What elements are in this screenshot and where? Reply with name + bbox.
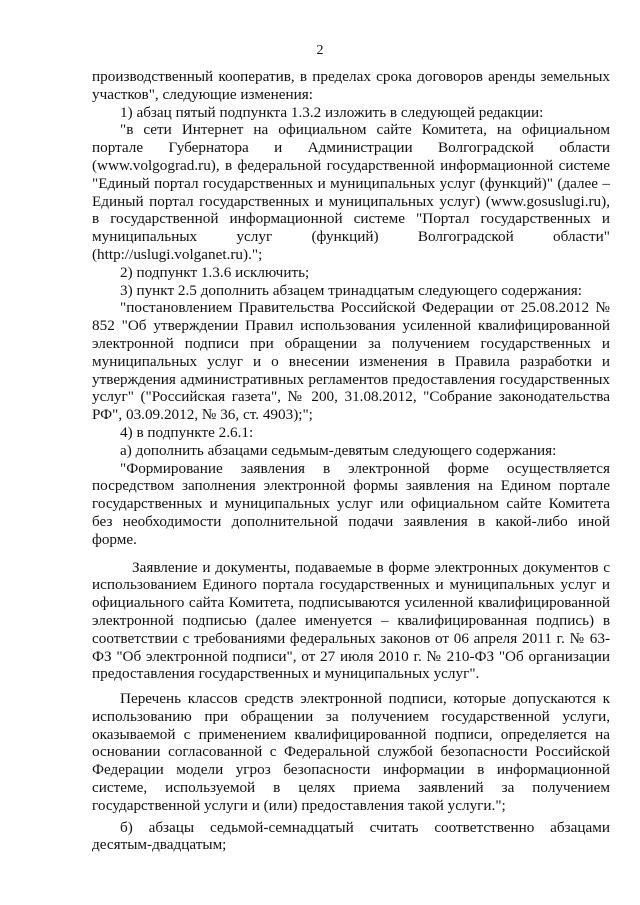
paragraph-subitem-b: б) абзацы седьмой-семнадцатый считать соответственно абзацами десятым-двадцатым; (92, 818, 610, 854)
paragraph-subitem-a: а) дополнить абзацами седьмым-девятым следующего содержания: (120, 441, 557, 459)
document-body (92, 68, 610, 854)
paragraph-documents-signature: Заявление и документы, подаваемые в форме электронных документов с использованием Единого портала государственных и муниципальных услуг и официального сайта Комитета, подписываются усиленной квалифицированной электронной подписью (далее именуется – квалифицированная подпись) в соответствии с требованиями федеральных законов от 06 апреля 2011 г. № 63-ФЗ "Об электронной подписи", от 27 июля 2010 г. № 210-ФЗ "Об организации предоставления государственных и муниципальных услуг". (92, 558, 610, 683)
paragraph-continuation: производственный кооператив, в пределах срока договоров аренды земельных участков", следующие изменения: (92, 68, 610, 103)
paragraph-item-4: 4) в подпункте 2.6.1: (120, 423, 254, 441)
paragraph-quote-application: "Формирование заявления в электронной форме осуществляется посредством заполнения электронной формы заявления на Едином портале государственных и муниципальных услуг или официальном сайте Комитета без необходимости дополнительной подачи заявления в какой-либо иной форме. (92, 459, 610, 548)
paragraph-quote-internet: "в сети Интернет на официальном сайте Комитета, на официальном портале Губернатора и Администрации Волгоградской области (www.volgograd.ru), в федеральной государственной информационной системе "Единый портал государственных и муниципальных услуг (функций)" (далее – Единый портал государственных и муниципальных услуг) (www.gosuslugi.ru), в государственной информационной системе "Портал государственных и муниципальных услуг (функций) Волгоградской области" (http://uslugi.volganet.ru)."; (92, 121, 610, 263)
paragraph-item-2: 2) подпункт 1.3.6 исключить; (120, 263, 310, 281)
paragraph-item-1: 1) абзац пятый подпункта 1.3.2 изложить в следующей редакции: (120, 103, 544, 121)
paragraph-signature-classes: Перечень классов средств электронной подписи, которые допускаются к использованию при обращении за получением государственной услуги, оказываемой с применением квалифицированной подписи, определяется на основании согласованной с Федеральной службой безопасности Российской Федерации модели угроз безопасности информации в информационной системе, используемой в целях приема заявлений за получением государственной услуги и (или) предоставления такой услуги."; (92, 690, 610, 814)
paragraph-item-3: 3) пункт 2.5 дополнить абзацем тринадцатым следующего содержания: (120, 281, 582, 299)
paragraph-quote-resolution: "постановлением Правительства Российской Федерации от 25.08.2012 № 852 "Об утверждении Правил использования усиленной квалифицированной электронной подписи при обращении за получением государственных и муниципальных услуг и о внесении изменения в Правила разработки и утверждения административных регламентов предоставления государственных услуг" ("Российская газета", № 200, 31.08.2012, "Собрание законодательства РФ", 03.09.2012, № 36, ст. 4903);"; (92, 299, 610, 424)
page-number: 2 (316, 43, 324, 58)
